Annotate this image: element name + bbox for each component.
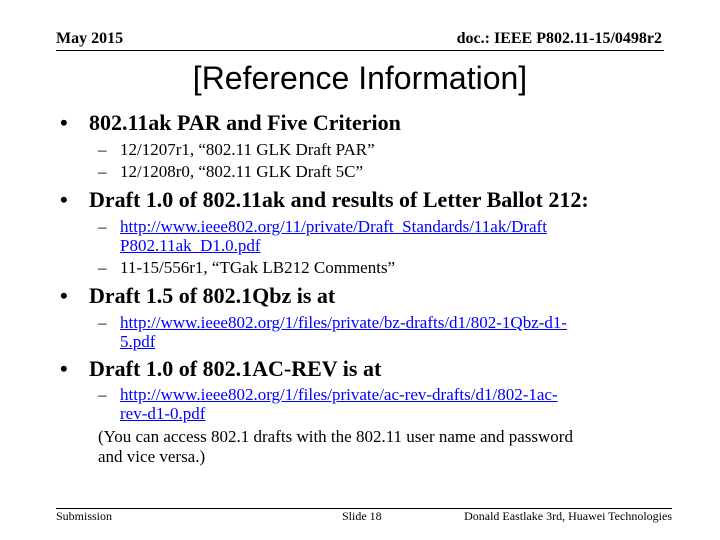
link-item-cont (120, 236, 261, 256)
footer-author: Donald Eastlake 3rd, Huawei Technologies (464, 509, 672, 523)
bullet-draft-11ak (60, 187, 589, 213)
footer-slide-number: Slide 18 (342, 509, 382, 523)
slide-title: [Reference Information] (192, 60, 528, 96)
bullet-marker: • (60, 283, 68, 308)
sub-item: – 11-15/556r1, “TGak LB212 Comments” (98, 258, 396, 277)
header-date: May 2015 (56, 30, 124, 47)
bullet-par (60, 110, 401, 136)
bullet-text: 802.11ak PAR and Five Criterion (89, 110, 401, 135)
link-item: – http://www.ieee802.org/11/private/Draft_Standards/11ak/Draft (98, 217, 547, 236)
header-rule (56, 50, 664, 51)
link-item: – http://www.ieee802.org/1/files/private/bz-drafts/d1/802-1Qbz-d1- (98, 313, 568, 332)
draft-11ak-link[interactable]: http://www.ieee802.org/11/private/Draft_Standards/11ak/Draft (120, 217, 547, 236)
bullet-draft-qbz (60, 283, 335, 309)
footer-submission: Submission (56, 509, 113, 523)
link-item: – http://www.ieee802.org/1/files/private/ac-rev-drafts/d1/802-1ac- (98, 385, 558, 404)
sub-item: – 12/1208r0, “802.11 GLK Draft 5C” (98, 162, 363, 181)
bullet-text: Draft 1.0 of 802.1AC-REV is at (89, 356, 382, 381)
link-item-cont (120, 332, 155, 352)
draft-qbz-link[interactable]: http://www.ieee802.org/1/files/private/bz-drafts/d1/802-1Qbz-d1- (120, 313, 568, 332)
access-note-line2: and vice versa.) (98, 447, 206, 466)
bullet-marker: • (60, 187, 68, 212)
draft-11ak-link-cont[interactable]: P802.11ak_D1.0.pdf (120, 236, 261, 255)
link-item-cont (120, 404, 205, 424)
sub-item: – 12/1207r1, “802.11 GLK Draft PAR” (98, 140, 375, 159)
bullet-text: Draft 1.5 of 802.1Qbz is at (89, 283, 336, 308)
header-doc-id: doc.: IEEE P802.11-15/0498r2 (456, 30, 662, 47)
draft-qbz-link-cont[interactable]: 5.pdf (120, 332, 156, 351)
draft-acrev-link[interactable]: http://www.ieee802.org/1/files/private/ac-rev-drafts/d1/802-1ac- (120, 385, 558, 404)
bullet-draft-acrev (60, 356, 381, 382)
draft-acrev-link-cont[interactable]: rev-d1-0.pdf (120, 404, 206, 423)
bullet-marker: • (60, 110, 68, 135)
access-note-line1: (You can access 802.1 drafts with the 802.11 user name and password (98, 427, 573, 446)
bullet-marker: • (60, 356, 68, 381)
bullet-text: Draft 1.0 of 802.11ak and results of Letter Ballot 212: (89, 187, 589, 212)
